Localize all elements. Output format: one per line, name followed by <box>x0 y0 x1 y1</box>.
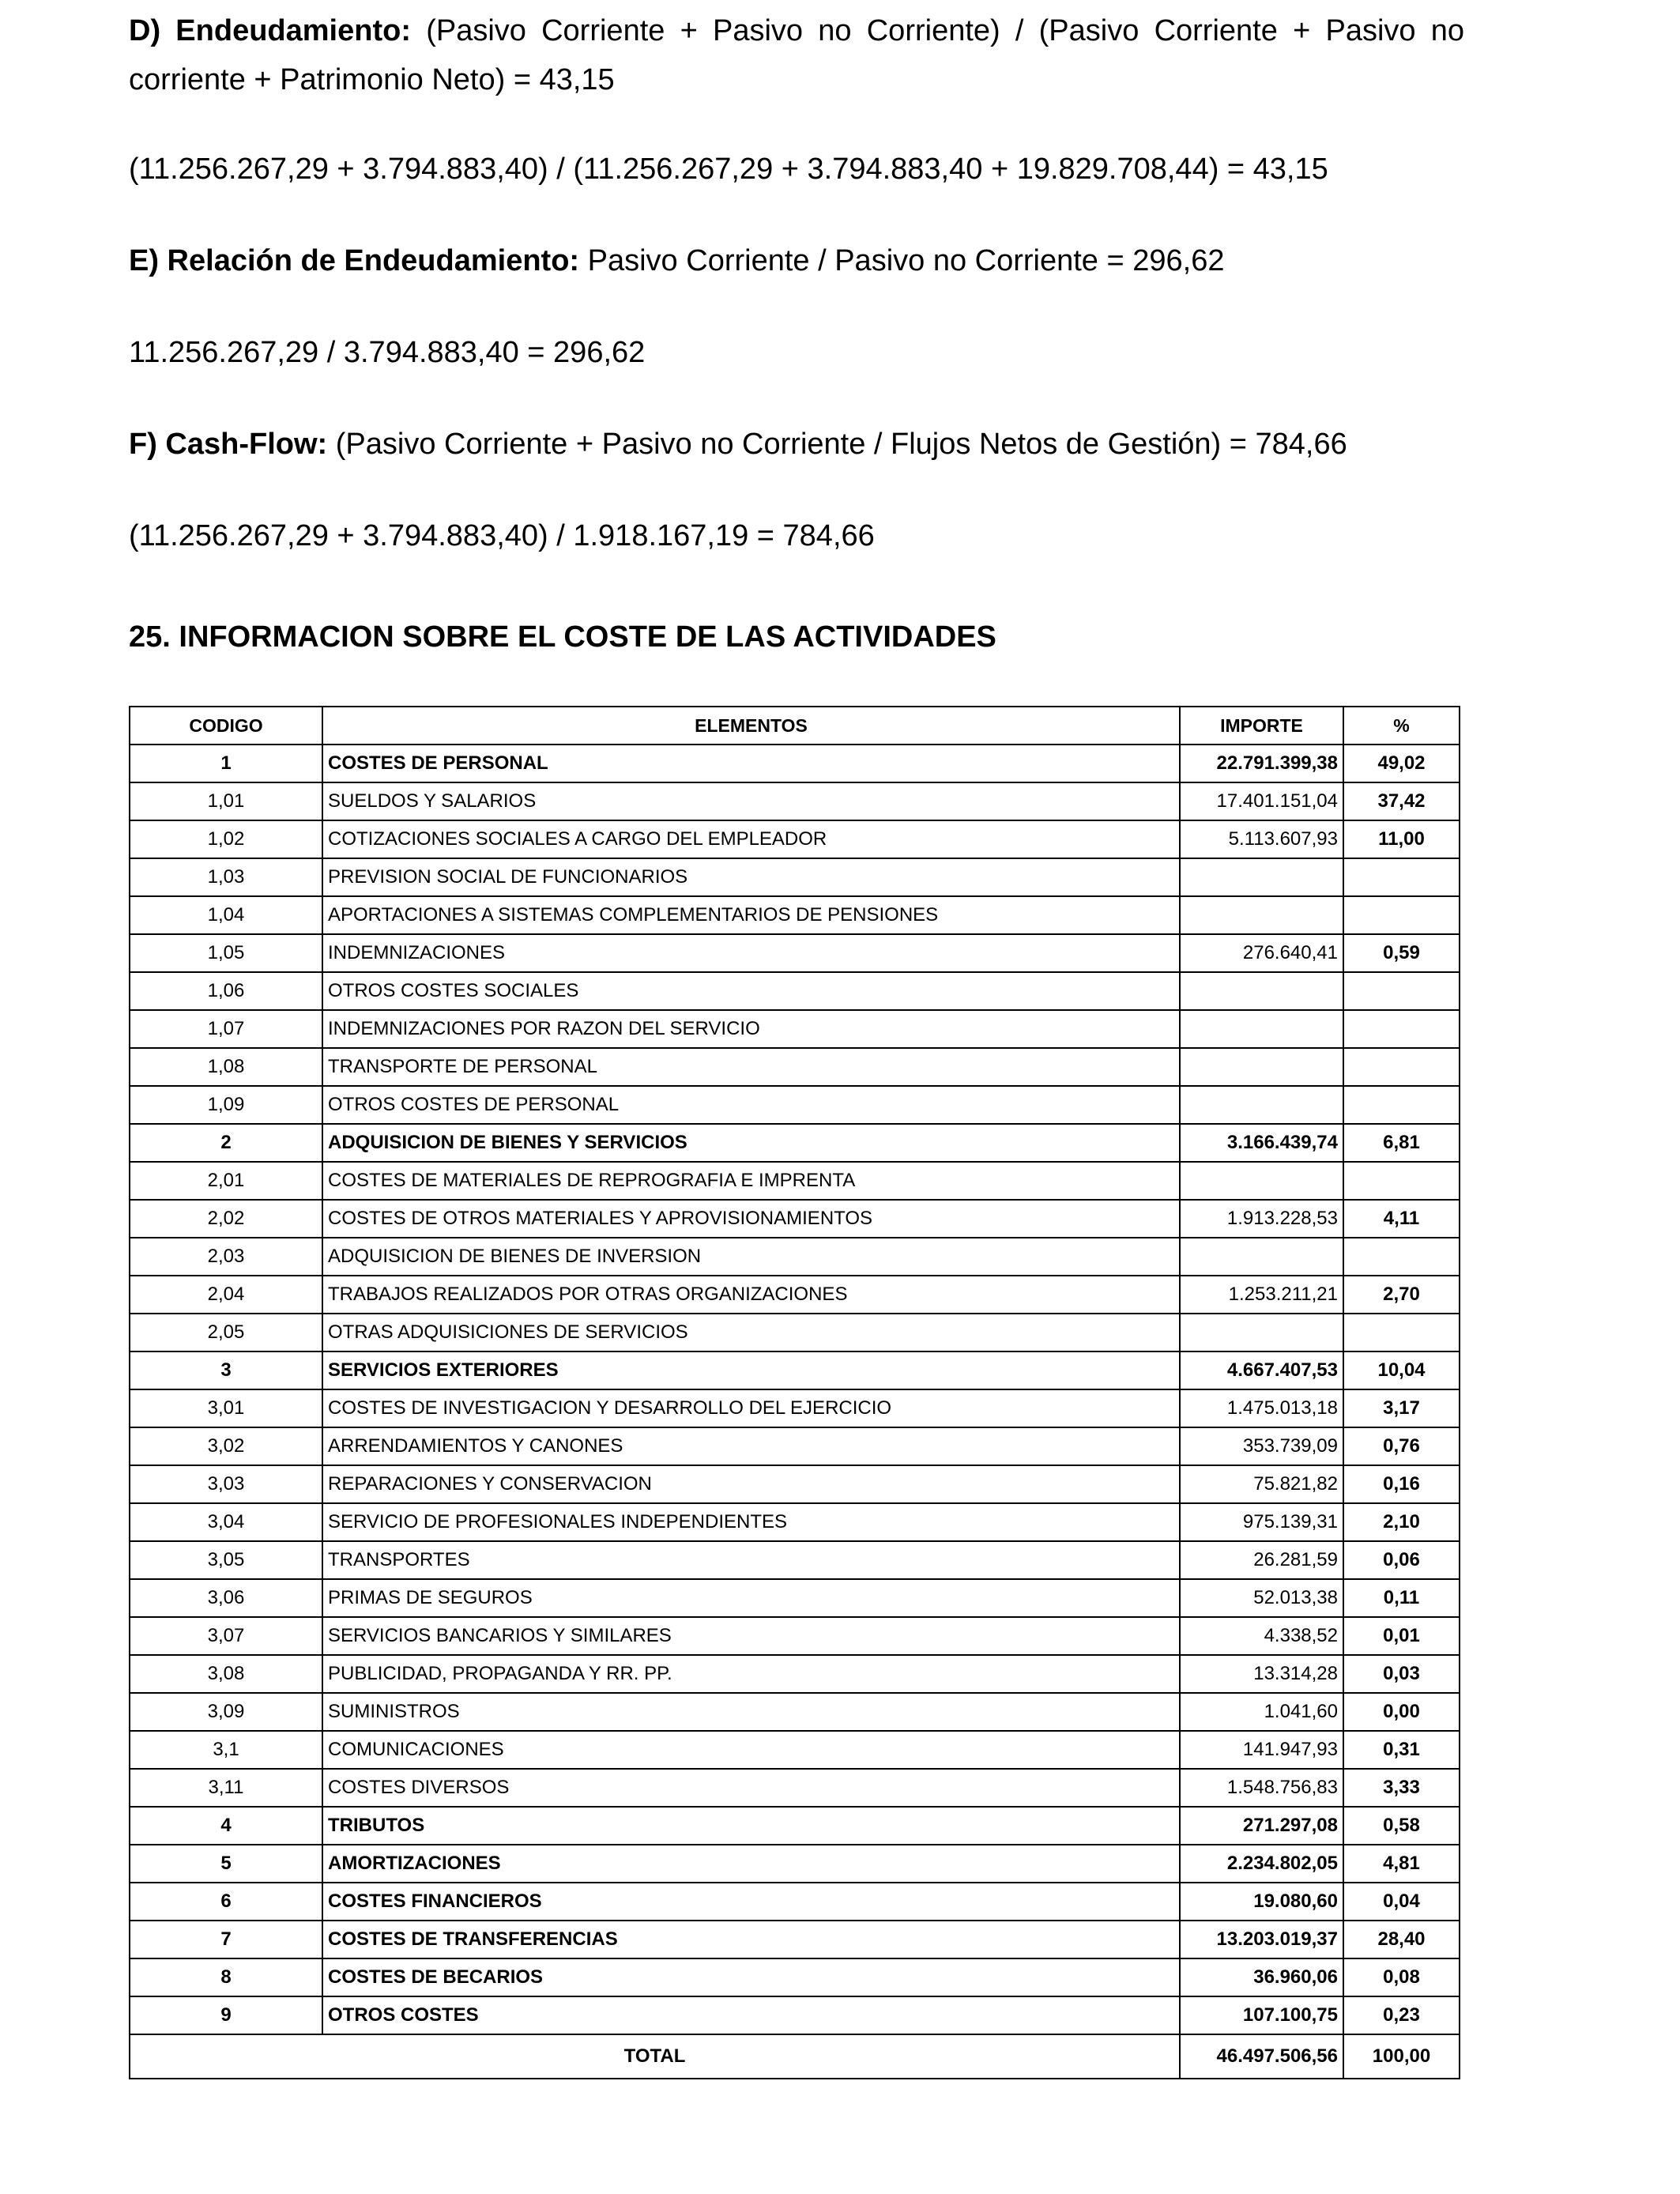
ratio-f-formula: (Pasivo Corriente + Pasivo no Corriente / Flujos Netos de Gestión) = 784,66 <box>327 428 1347 461</box>
element-cell: PRIMAS DE SEGUROS <box>322 1579 1180 1617</box>
table-row <box>130 858 1460 896</box>
table-row <box>130 1048 1460 1086</box>
element-cell: COSTES DIVERSOS <box>322 1769 1180 1807</box>
table-row <box>130 1238 1460 1276</box>
table-row <box>130 1693 1460 1731</box>
ratio-e-calc: 11.256.267,29 / 3.794.883,40 = 296,62 <box>129 336 646 369</box>
code-cell: 1,08 <box>130 1048 322 1086</box>
amount-cell: 75.821,82 <box>1180 1465 1343 1503</box>
code-cell: 3,08 <box>130 1655 322 1693</box>
percent-cell: 0,58 <box>1343 1807 1460 1845</box>
percent-cell: 10,04 <box>1343 1351 1460 1389</box>
code-cell: 2 <box>130 1124 322 1162</box>
percent-cell: 0,03 <box>1343 1655 1460 1693</box>
element-cell: COMUNICACIONES <box>322 1731 1180 1769</box>
code-cell: 1,02 <box>130 820 322 858</box>
element-cell: ADQUISICION DE BIENES Y SERVICIOS <box>322 1124 1180 1162</box>
percent-cell <box>1343 1086 1460 1124</box>
table-row <box>130 1162 1460 1200</box>
code-cell: 3,09 <box>130 1693 322 1731</box>
table-group-row <box>130 1883 1460 1921</box>
table-row <box>130 1503 1460 1541</box>
percent-cell: 0,31 <box>1343 1731 1460 1769</box>
amount-cell: 2.234.802,05 <box>1180 1845 1343 1883</box>
element-cell: INDEMNIZACIONES POR RAZON DEL SERVICIO <box>322 1010 1180 1048</box>
percent-cell: 0,01 <box>1343 1617 1460 1655</box>
element-cell: AMORTIZACIONES <box>322 1845 1180 1883</box>
percent-cell: 0,23 <box>1343 1996 1460 2034</box>
table-row <box>130 1086 1460 1124</box>
amount-cell: 4.338,52 <box>1180 1617 1343 1655</box>
amount-cell: 1.913.228,53 <box>1180 1200 1343 1238</box>
percent-cell: 11,00 <box>1343 820 1460 858</box>
percent-cell <box>1343 1048 1460 1086</box>
ratio-f-calc: (11.256.267,29 + 3.794.883,40) / 1.918.167,19 = 784,66 <box>129 519 875 552</box>
percent-cell: 3,33 <box>1343 1769 1460 1807</box>
table-row <box>130 1617 1460 1655</box>
amount-cell <box>1180 1238 1343 1276</box>
ratio-e <box>129 236 1464 285</box>
header-importe: IMPORTE <box>1180 707 1343 745</box>
percent-cell: 0,59 <box>1343 934 1460 972</box>
amount-cell <box>1180 1048 1343 1086</box>
table-row <box>130 896 1460 934</box>
code-cell: 1,05 <box>130 934 322 972</box>
code-cell: 3,07 <box>130 1617 322 1655</box>
table-group-row <box>130 1921 1460 1958</box>
code-cell: 1 <box>130 745 322 782</box>
element-cell: COSTES DE PERSONAL <box>322 745 1180 782</box>
element-cell: COTIZACIONES SOCIALES A CARGO DEL EMPLEADOR <box>322 820 1180 858</box>
table-group-row <box>130 1124 1460 1162</box>
table-row <box>130 1389 1460 1427</box>
element-cell: COSTES DE INVESTIGACION Y DESARROLLO DEL EJERCICIO <box>322 1389 1180 1427</box>
element-cell: SUMINISTROS <box>322 1693 1180 1731</box>
percent-cell: 0,11 <box>1343 1579 1460 1617</box>
table-row <box>130 1769 1460 1807</box>
percent-cell <box>1343 1010 1460 1048</box>
percent-cell <box>1343 1314 1460 1351</box>
table-row <box>130 1541 1460 1579</box>
amount-cell <box>1180 1162 1343 1200</box>
percent-cell: 3,17 <box>1343 1389 1460 1427</box>
amount-cell <box>1180 1314 1343 1351</box>
amount-cell: 52.013,38 <box>1180 1579 1343 1617</box>
element-cell: TRANSPORTE DE PERSONAL <box>322 1048 1180 1086</box>
amount-cell <box>1180 972 1343 1010</box>
table-row <box>130 1276 1460 1314</box>
ratio-d-calc: (11.256.267,29 + 3.794.883,40) / (11.256.267,29 + 3.794.883,40 + 19.829.708,44) = 43,15 <box>129 153 1328 186</box>
amount-cell: 1.475.013,18 <box>1180 1389 1343 1427</box>
percent-cell <box>1343 896 1460 934</box>
code-cell: 3,06 <box>130 1579 322 1617</box>
element-cell: OTRAS ADQUISICIONES DE SERVICIOS <box>322 1314 1180 1351</box>
total-percent: 100,00 <box>1343 2034 1460 2079</box>
element-cell: APORTACIONES A SISTEMAS COMPLEMENTARIOS DE PENSIONES <box>322 896 1180 934</box>
code-cell: 3,01 <box>130 1389 322 1427</box>
code-cell: 1,03 <box>130 858 322 896</box>
total-row <box>130 2034 1460 2079</box>
amount-cell: 276.640,41 <box>1180 934 1343 972</box>
code-cell: 2,02 <box>130 1200 322 1238</box>
percent-cell <box>1343 1238 1460 1276</box>
element-cell: COSTES DE MATERIALES DE REPROGRAFIA E IMPRENTA <box>322 1162 1180 1200</box>
table-row <box>130 1731 1460 1769</box>
element-cell: COSTES DE TRANSFERENCIAS <box>322 1921 1180 1958</box>
element-cell: REPARACIONES Y CONSERVACION <box>322 1465 1180 1503</box>
code-cell: 1,01 <box>130 782 322 820</box>
amount-cell: 22.791.399,38 <box>1180 745 1343 782</box>
amount-cell: 1.253.211,21 <box>1180 1276 1343 1314</box>
amount-cell: 17.401.151,04 <box>1180 782 1343 820</box>
percent-cell: 0,16 <box>1343 1465 1460 1503</box>
code-cell: 6 <box>130 1883 322 1921</box>
table-group-row <box>130 1845 1460 1883</box>
header-codigo: CODIGO <box>130 707 322 745</box>
table-row <box>130 1579 1460 1617</box>
code-cell: 1,04 <box>130 896 322 934</box>
amount-cell: 141.947,93 <box>1180 1731 1343 1769</box>
amount-cell: 4.667.407,53 <box>1180 1351 1343 1389</box>
percent-cell: 0,00 <box>1343 1693 1460 1731</box>
element-cell: COSTES FINANCIEROS <box>322 1883 1180 1921</box>
cost-table <box>129 706 1460 2079</box>
amount-cell: 271.297,08 <box>1180 1807 1343 1845</box>
element-cell: PUBLICIDAD, PROPAGANDA Y RR. PP. <box>322 1655 1180 1693</box>
element-cell: SUELDOS Y SALARIOS <box>322 782 1180 820</box>
element-cell: OTROS COSTES <box>322 1996 1180 2034</box>
percent-cell: 0,06 <box>1343 1541 1460 1579</box>
ratio-f-label: F) Cash-Flow: <box>129 428 328 461</box>
amount-cell: 3.166.439,74 <box>1180 1124 1343 1162</box>
amount-cell <box>1180 896 1343 934</box>
code-cell: 2,05 <box>130 1314 322 1351</box>
amount-cell: 975.139,31 <box>1180 1503 1343 1541</box>
element-cell: TRABAJOS REALIZADOS POR OTRAS ORGANIZACIONES <box>322 1276 1180 1314</box>
amount-cell <box>1180 1086 1343 1124</box>
element-cell: SERVICIOS BANCARIOS Y SIMILARES <box>322 1617 1180 1655</box>
percent-cell: 2,70 <box>1343 1276 1460 1314</box>
amount-cell: 19.080,60 <box>1180 1883 1343 1921</box>
ratio-d-label: D) Endeudamiento: <box>129 14 411 47</box>
code-cell: 5 <box>130 1845 322 1883</box>
code-cell: 3,05 <box>130 1541 322 1579</box>
percent-cell: 4,11 <box>1343 1200 1460 1238</box>
section-title: 25. INFORMACION SOBRE EL COSTE DE LAS ACTIVIDADES <box>129 620 996 654</box>
code-cell: 3,02 <box>130 1427 322 1465</box>
element-cell: SERVICIOS EXTERIORES <box>322 1351 1180 1389</box>
element-cell: COSTES DE OTROS MATERIALES Y APROVISIONAMIENTOS <box>322 1200 1180 1238</box>
table-row <box>130 782 1460 820</box>
ratio-d-formula: (Pasivo Corriente + Pasivo no Corriente) / (Pasivo Corriente + Pasivo no corriente + Patrimonio Neto) = 43,15 <box>129 14 1464 96</box>
element-cell: TRANSPORTES <box>322 1541 1180 1579</box>
code-cell: 8 <box>130 1958 322 1996</box>
table-row <box>130 972 1460 1010</box>
percent-cell <box>1343 1162 1460 1200</box>
total-amount: 46.497.506,56 <box>1180 2034 1343 2079</box>
header-percent: % <box>1343 707 1460 745</box>
code-cell: 1,06 <box>130 972 322 1010</box>
code-cell: 3 <box>130 1351 322 1389</box>
element-cell: COSTES DE BECARIOS <box>322 1958 1180 1996</box>
table-row <box>130 1010 1460 1048</box>
amount-cell: 26.281,59 <box>1180 1541 1343 1579</box>
element-cell: ADQUISICION DE BIENES DE INVERSION <box>322 1238 1180 1276</box>
percent-cell: 28,40 <box>1343 1921 1460 1958</box>
table-group-row <box>130 1807 1460 1845</box>
amount-cell: 5.113.607,93 <box>1180 820 1343 858</box>
percent-cell <box>1343 972 1460 1010</box>
ratio-f <box>129 420 1464 469</box>
table-group-row <box>130 1351 1460 1389</box>
percent-cell: 0,08 <box>1343 1958 1460 1996</box>
table-header-row <box>130 707 1460 745</box>
table-body <box>130 745 1460 2034</box>
code-cell: 3,03 <box>130 1465 322 1503</box>
code-cell: 3,04 <box>130 1503 322 1541</box>
table-group-row <box>130 745 1460 782</box>
code-cell: 2,04 <box>130 1276 322 1314</box>
percent-cell: 0,04 <box>1343 1883 1460 1921</box>
element-cell: OTROS COSTES DE PERSONAL <box>322 1086 1180 1124</box>
percent-cell: 4,81 <box>1343 1845 1460 1883</box>
ratio-e-label: E) Relación de Endeudamiento: <box>129 244 580 277</box>
code-cell: 1,09 <box>130 1086 322 1124</box>
code-cell: 1,07 <box>130 1010 322 1048</box>
code-cell: 7 <box>130 1921 322 1958</box>
code-cell: 3,1 <box>130 1731 322 1769</box>
element-cell: OTROS COSTES SOCIALES <box>322 972 1180 1010</box>
code-cell: 3,11 <box>130 1769 322 1807</box>
percent-cell: 49,02 <box>1343 745 1460 782</box>
code-cell: 9 <box>130 1996 322 2034</box>
table-row <box>130 820 1460 858</box>
element-cell: TRIBUTOS <box>322 1807 1180 1845</box>
table-row <box>130 1314 1460 1351</box>
ratio-e-formula: Pasivo Corriente / Pasivo no Corriente = 296,62 <box>579 244 1225 277</box>
element-cell: INDEMNIZACIONES <box>322 934 1180 972</box>
amount-cell: 107.100,75 <box>1180 1996 1343 2034</box>
table-row <box>130 1655 1460 1693</box>
percent-cell: 6,81 <box>1343 1124 1460 1162</box>
table-row <box>130 1465 1460 1503</box>
amount-cell: 1.548.756,83 <box>1180 1769 1343 1807</box>
code-cell: 2,01 <box>130 1162 322 1200</box>
percent-cell: 37,42 <box>1343 782 1460 820</box>
table-group-row <box>130 1958 1460 1996</box>
table-group-row <box>130 1996 1460 2034</box>
amount-cell: 13.314,28 <box>1180 1655 1343 1693</box>
percent-cell: 2,10 <box>1343 1503 1460 1541</box>
amount-cell: 13.203.019,37 <box>1180 1921 1343 1958</box>
element-cell: ARRENDAMIENTOS Y CANONES <box>322 1427 1180 1465</box>
amount-cell <box>1180 858 1343 896</box>
percent-cell <box>1343 858 1460 896</box>
amount-cell <box>1180 1010 1343 1048</box>
code-cell: 4 <box>130 1807 322 1845</box>
total-label: TOTAL <box>130 2034 1180 2079</box>
percent-cell: 0,76 <box>1343 1427 1460 1465</box>
table-row <box>130 1200 1460 1238</box>
code-cell: 2,03 <box>130 1238 322 1276</box>
amount-cell: 353.739,09 <box>1180 1427 1343 1465</box>
amount-cell: 36.960,06 <box>1180 1958 1343 1996</box>
ratio-d <box>129 6 1464 104</box>
table-row <box>130 1427 1460 1465</box>
element-cell: PREVISION SOCIAL DE FUNCIONARIOS <box>322 858 1180 896</box>
element-cell: SERVICIO DE PROFESIONALES INDEPENDIENTES <box>322 1503 1180 1541</box>
header-elementos: ELEMENTOS <box>322 707 1180 745</box>
amount-cell: 1.041,60 <box>1180 1693 1343 1731</box>
table-row <box>130 934 1460 972</box>
